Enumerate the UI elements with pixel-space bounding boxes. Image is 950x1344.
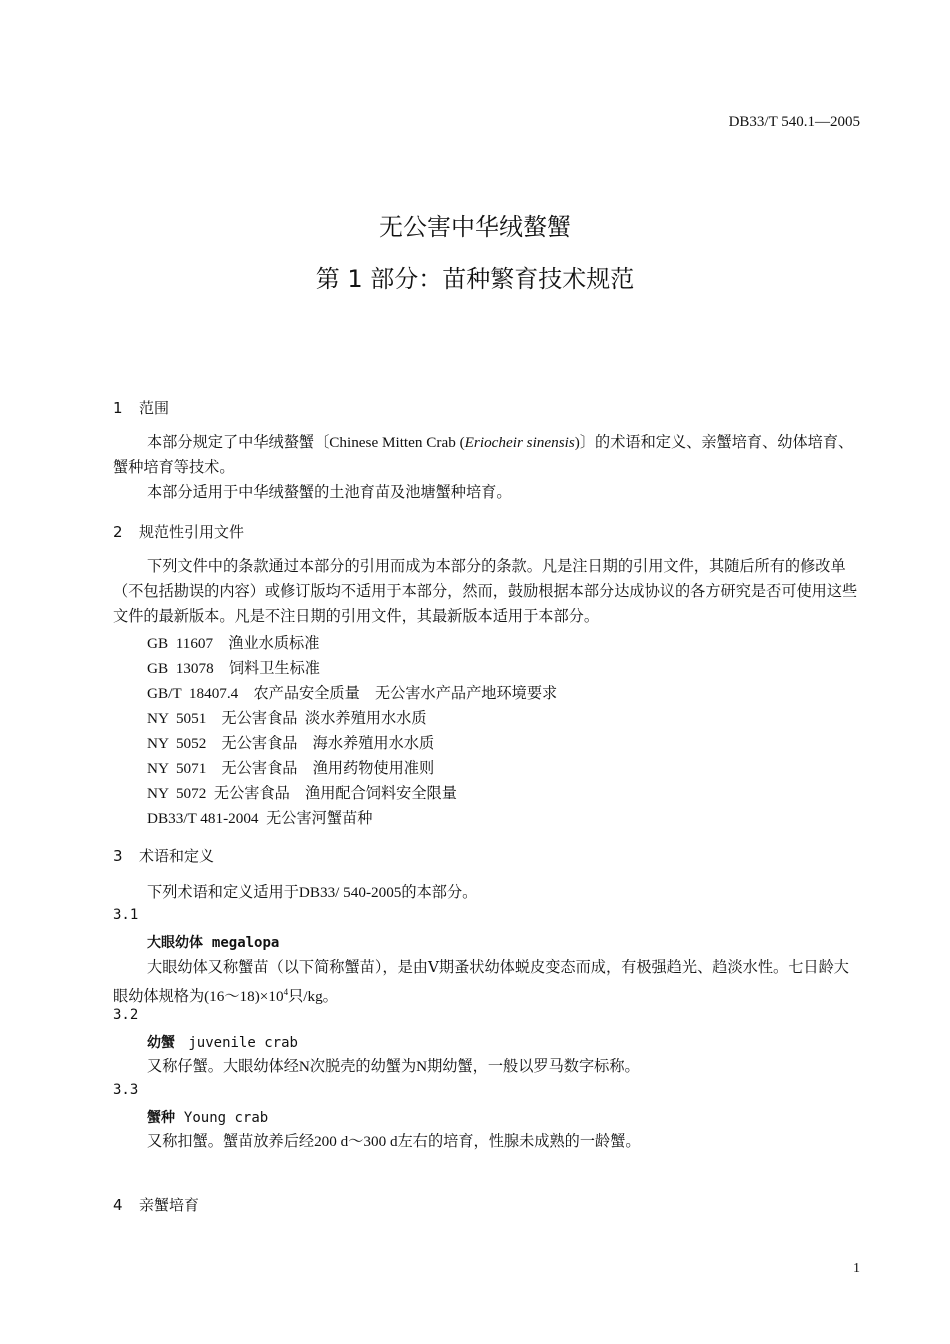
section-1-heading	[113, 397, 169, 418]
text-run: 本部分规定了中华绒螯蟹〔Chinese Mitten Crab (	[147, 434, 465, 451]
term-chinese: 幼蟹	[147, 1035, 175, 1051]
term-english: megalopa	[211, 935, 280, 951]
section-number: 4	[113, 1196, 123, 1214]
title-line-1: 无公害中华绒螯蟹	[379, 213, 571, 241]
section-title: 亲蟹培育	[139, 1196, 200, 1214]
section-3-intro: 下列术语和定义适用于DB33/ 540-2005的本部分。	[147, 884, 478, 901]
section-4-heading	[113, 1194, 199, 1215]
text-run: )〕的术语和定义、亲蟹培育、幼体培育、蟹种培育等技术。	[113, 434, 854, 476]
term-number: 3.3	[113, 1082, 139, 1098]
species-name: Eriocheir sinensis	[464, 434, 575, 451]
term-number: 3.2	[113, 1007, 139, 1023]
section-2-heading	[113, 521, 244, 542]
reference-item: GB/T 18407.4 农产品安全质量 无公害水产品产地环境要求	[147, 685, 558, 702]
section-2-paragraph-1: 下列文件中的条款通过本部分的引用而成为本部分的条款。凡是注日期的引用文件，其随后所有的修改单（不包括勘误的内容）或修订版均不适用于本部分，然而，鼓励根据本部分达成协议的各方研究是否可使用这些文件的最新版本。凡是不注日期的引用文件，其最新版本适用于本部分。	[113, 558, 858, 625]
section-title: 术语和定义	[139, 847, 215, 865]
text-run: 只/kg。	[288, 988, 338, 1005]
term-definition: 又称仔蟹。大眼幼体经N次脱壳的幼蟹为N期幼蟹，一般以罗马数字标称。	[147, 1058, 640, 1075]
section-title: 范围	[139, 399, 170, 417]
term-chinese: 蟹种	[147, 1110, 175, 1126]
term-english: juvenile crab	[188, 1035, 298, 1051]
term-definition	[113, 955, 860, 1009]
reference-item: GB 13078 饲料卫生标准	[147, 660, 320, 677]
section-1-paragraph-2: 本部分适用于中华绒螯蟹的土池育苗及池塘蟹种培育。	[147, 484, 512, 501]
term-english: Young crab	[183, 1110, 269, 1126]
superscript: 4	[283, 987, 289, 997]
reference-item: NY 5051 无公害食品 淡水养殖用水水质	[147, 710, 427, 727]
section-number: 2	[113, 523, 123, 541]
section-1-paragraph-1	[113, 430, 860, 480]
section-title: 规范性引用文件	[139, 523, 245, 541]
section-number: 1	[113, 399, 123, 417]
text-run: 大眼幼体又称蟹苗（以下简称蟹苗），是由Ⅴ期蚤状幼体蜕皮变态而成，有极强趋光、趋淡水性。七日龄大眼幼体规格为(16～18)×10	[113, 959, 849, 1005]
term-heading	[147, 932, 279, 952]
reference-item: DB33/T 481-2004 无公害河蟹苗种	[147, 810, 373, 827]
term-definition: 又称扣蟹。蟹苗放养后经200 d～300 d左右的培育，性腺未成熟的一龄蟹。	[147, 1133, 641, 1150]
page-number: 1	[853, 1261, 860, 1276]
term-number: 3.1	[113, 907, 139, 923]
title-line-2: 第 1 部分：苗种繁育技术规范	[315, 265, 635, 293]
term-chinese: 大眼幼体	[147, 935, 203, 951]
section-number: 3	[113, 847, 123, 865]
reference-item: NY 5052 无公害食品 海水养殖用水水质	[147, 735, 435, 752]
reference-item: GB 11607 渔业水质标准	[147, 635, 320, 652]
reference-item: NY 5072 无公害食品 渔用配合饲料安全限量	[147, 785, 457, 802]
term-heading	[147, 1107, 268, 1127]
reference-item: NY 5071 无公害食品 渔用药物使用准则	[147, 760, 435, 777]
section-3-heading	[113, 845, 214, 866]
term-heading	[147, 1032, 298, 1052]
document-number: DB33/T 540.1—2005	[728, 114, 860, 130]
